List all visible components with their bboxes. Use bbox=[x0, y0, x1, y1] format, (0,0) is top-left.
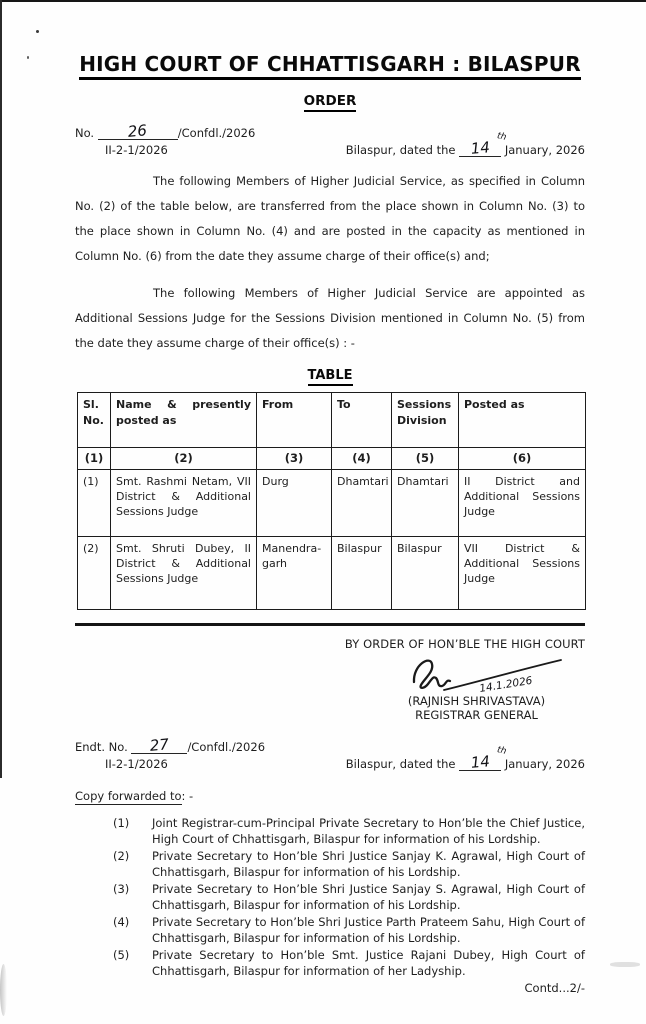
list-item-text: Private Secretary to Hon’ble Shri Justice Parth Prateem Sahu, High Court of Chhattisgarh, Bilaspur for information of his Lordship. bbox=[152, 914, 585, 945]
list-item bbox=[113, 848, 585, 880]
cell-sessions-division: Dhamtari bbox=[392, 470, 459, 537]
scan-dot bbox=[27, 56, 29, 59]
scan-smudge bbox=[610, 962, 640, 967]
cell-posted-as: II District and Additional Sessions Judge bbox=[459, 470, 586, 537]
signatory-designation: REGISTRAR GENERAL bbox=[415, 707, 538, 722]
scan-smudge bbox=[0, 964, 7, 1016]
col-number: (3) bbox=[257, 448, 332, 470]
col-number: (5) bbox=[392, 448, 459, 470]
table-row bbox=[78, 470, 586, 537]
copy-forwarded-heading-text: Copy forwarded to bbox=[75, 788, 182, 803]
list-item bbox=[113, 881, 585, 913]
endorsement-number-blank bbox=[131, 734, 187, 755]
order-date-prefix: Bilaspur, dated the bbox=[345, 143, 456, 157]
table-row bbox=[78, 537, 586, 610]
cell-sessions-division: Bilaspur bbox=[392, 537, 459, 610]
cell-name: Smt. Rashmi Netam, VII District & Additional Sessions Judge bbox=[111, 470, 257, 537]
col-number: (4) bbox=[332, 448, 392, 470]
reference-row bbox=[75, 121, 585, 158]
order-number-blank bbox=[98, 121, 178, 141]
header-from: From bbox=[257, 393, 332, 448]
list-item-number: (1) bbox=[113, 815, 130, 830]
order-number-suffix: /Confdl./2026 bbox=[177, 126, 256, 140]
paragraph-appointment: The following Members of Higher Judicial Service are appointed as Additional Sessions Judge for the Sessions Division mentioned in Column No. (5) from the date they assume charge of their office(s) : - bbox=[75, 286, 585, 350]
col-number: (1) bbox=[78, 448, 111, 470]
list-item-text: Private Secretary to Hon’ble Shri Justice Sanjay S. Agrawal, High Court of Chhattisgarh, Bilaspur for information of his Lordship. bbox=[152, 881, 585, 912]
cell-name: Smt. Shruti Dubey, II District & Additional Sessions Judge bbox=[111, 537, 257, 610]
handwritten-endorsement-date: 14 bbox=[469, 751, 491, 772]
cell-to: Bilaspur bbox=[332, 537, 392, 610]
scan-edge-left bbox=[0, 0, 2, 778]
signatory-name: (RAJNISH SHRIVASTAVA) bbox=[407, 693, 546, 708]
table-heading-text: TABLE bbox=[308, 368, 353, 386]
order-date-suffix: January, 2026 bbox=[504, 143, 585, 157]
list-item-text: Joint Registrar-cum-Principal Private Secretary to Hon’ble the Chief Justice, High Court of Chhattisgarh, Bilaspur for information of his Lordship. bbox=[152, 815, 585, 846]
order-date-line bbox=[345, 131, 585, 158]
cell-sl-no: (1) bbox=[78, 470, 111, 537]
list-item bbox=[113, 815, 585, 847]
order-number-prefix: No. bbox=[75, 126, 95, 140]
header-name: Name & presently posted as bbox=[111, 393, 257, 448]
handwritten-date-superscript: th bbox=[495, 131, 508, 143]
list-item bbox=[113, 914, 585, 946]
endorsement-date-suffix: January, 2026 bbox=[504, 756, 585, 771]
col-number: (6) bbox=[459, 448, 586, 470]
header-to: To bbox=[332, 393, 392, 448]
handwritten-order-date: 14 bbox=[469, 138, 491, 158]
list-item-text: Private Secretary to Hon’ble Shri Justice Sanjay K. Agrawal, High Court of Chhattisgarh, Bilaspur for information of his Lordship. bbox=[152, 848, 585, 879]
signature-block bbox=[380, 652, 573, 722]
list-item-number: (3) bbox=[113, 881, 130, 896]
cell-from: Manendra- garh bbox=[257, 537, 332, 610]
endorsement-number-suffix: /Confdl./2026 bbox=[187, 739, 266, 754]
cell-sl-no: (2) bbox=[78, 537, 111, 610]
page-title bbox=[75, 52, 585, 76]
endorsement-file-number: II-2-1/2026 bbox=[105, 756, 168, 771]
list-item-text: Private Secretary to Hon’ble Smt. Justice Rajani Dubey, High Court of Chhattisgarh, Bilaspur for information of her Ladyship. bbox=[152, 947, 585, 978]
order-date-blank bbox=[459, 131, 508, 158]
order-number-line bbox=[75, 121, 256, 141]
handwritten-date-superscript: th bbox=[495, 744, 508, 757]
handwritten-order-number: 26 bbox=[127, 121, 148, 141]
header-posted-as: Posted as bbox=[459, 393, 586, 448]
table-header-row bbox=[78, 393, 586, 448]
cell-posted-as: VII District & Additional Sessions Judge bbox=[459, 537, 586, 610]
signature-scribble bbox=[398, 652, 573, 698]
horizontal-rule bbox=[75, 623, 585, 626]
cell-from: Durg bbox=[257, 470, 332, 537]
endorsement-row bbox=[75, 734, 585, 772]
endorsement-number-block bbox=[75, 734, 266, 771]
order-heading bbox=[75, 90, 585, 109]
table-heading bbox=[75, 364, 585, 383]
header-sessions-division: Sessions Division bbox=[392, 393, 459, 448]
copy-forwarded-list bbox=[113, 815, 585, 979]
order-file-number: II-2-1/2026 bbox=[105, 143, 168, 157]
list-item-number: (5) bbox=[113, 947, 130, 962]
handwritten-signature-date: 14.1.2026 bbox=[478, 674, 534, 695]
handwritten-endorsement-number: 27 bbox=[148, 734, 170, 755]
scan-dot bbox=[36, 30, 39, 33]
continued-marker: Contd...2/- bbox=[524, 980, 585, 995]
endorsement-number-line bbox=[75, 734, 266, 755]
list-item bbox=[113, 947, 585, 979]
copy-forwarded-heading bbox=[75, 789, 585, 803]
paragraph-transfer: The following Members of Higher Judicial Service, as specified in Column No. (2) of the table below, are transferred from the place shown in Column No. (3) to the place shown in Column No. (4) and are posted in the capacity as mentioned in Column No. (6) from the date they assume charge of their office(s) and; bbox=[75, 174, 585, 263]
list-item-number: (2) bbox=[113, 848, 130, 863]
endorsement-date-blank bbox=[459, 744, 508, 772]
signature-block-wrap bbox=[75, 652, 585, 722]
table-column-numbers-row bbox=[78, 448, 586, 470]
copy-forwarded-heading-suffix: : - bbox=[181, 788, 194, 803]
list-item-number: (4) bbox=[113, 914, 130, 929]
order-number-block bbox=[75, 121, 256, 157]
cell-to: Dhamtari bbox=[332, 470, 392, 537]
order-heading-text: ORDER bbox=[304, 93, 357, 112]
col-number: (2) bbox=[111, 448, 257, 470]
endorsement-date-prefix: Bilaspur, dated the bbox=[345, 756, 456, 771]
transfer-table bbox=[77, 392, 586, 610]
endorsement-date-line bbox=[345, 744, 585, 772]
header-sl-no: Sl. No. bbox=[78, 393, 111, 448]
by-order-line: BY ORDER OF HON’BLE THE HIGH COURT bbox=[344, 636, 585, 651]
endorsement-number-prefix: Endt. No. bbox=[75, 739, 128, 754]
page-title-text: HIGH COURT OF CHHATTISGARH : BILASPUR bbox=[79, 52, 581, 80]
